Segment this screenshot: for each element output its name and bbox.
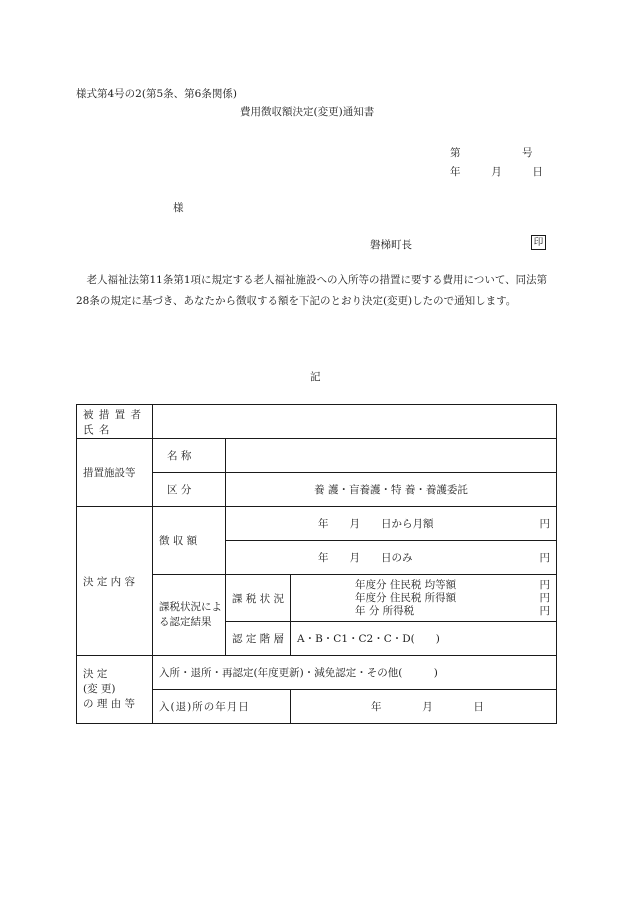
monthly-collection-text: 年 月 日から月額 xyxy=(318,518,434,530)
ki-heading: 記 xyxy=(310,371,321,383)
tax-line-income-tax-label: 年 分 所得税 xyxy=(355,604,415,617)
person-name-label: 被 措 置 者 氏 名 xyxy=(77,405,153,439)
monthly-collection-yen: 円 xyxy=(539,518,550,530)
admission-date-field[interactable] xyxy=(291,690,557,724)
tax-line-equal xyxy=(355,579,550,592)
facility-name-label xyxy=(153,439,226,473)
reason-row xyxy=(77,656,557,690)
document-number-prefix: 第 xyxy=(450,147,461,159)
tax-line-equal-label: 年度分 住民税 均等額 xyxy=(355,578,457,591)
form-id: 様式第4号の2(第5条、第6条関係) xyxy=(76,88,237,100)
person-name-field[interactable] xyxy=(153,405,557,439)
collection-amount-label: 徴 収 額 xyxy=(153,507,226,575)
facility-name-row xyxy=(77,439,557,473)
tax-status-label: 課 税 状 況 xyxy=(226,575,291,622)
reason-label-line2: (変 更) xyxy=(83,683,116,695)
tax-line-income-label: 年度分 住民税 所得額 xyxy=(355,591,457,604)
reason-label-line3: の 理 由 等 xyxy=(83,698,136,710)
reason-label-line1-text: 決 定 xyxy=(83,668,108,680)
admission-date-label: 入(退)所の年月日 xyxy=(153,690,291,724)
monthly-collection-row xyxy=(77,507,557,541)
tax-certification-label: 課税状況による認定結果 xyxy=(153,575,226,656)
one-time-collection-yen: 円 xyxy=(539,552,550,564)
tax-line-income-unit: 円 xyxy=(539,591,550,604)
addressee-suffix: 様 xyxy=(173,202,184,214)
decision-table xyxy=(76,404,557,724)
seal-mark: 印 xyxy=(531,235,546,250)
facility-name-label-text: 名 称 xyxy=(167,450,192,462)
issue-date-month: 月 xyxy=(491,166,502,178)
notice-paragraph: 老人福祉法第11条第1項に規定する老人福祉施設への入所等の措置に要する費用について、同法第28条の規定に基づき、あなたから徴収する額を下記のとおり決定(変更)したので通知します。 xyxy=(76,274,548,307)
reason-label xyxy=(77,656,153,724)
tax-line-income-tax-unit: 円 xyxy=(539,604,550,617)
issue-date xyxy=(450,164,543,179)
decision-content-label: 決 定 内 容 xyxy=(77,507,153,656)
reason-options[interactable]: 入所・退所・再認定(年度更新)・減免認定・その他( ) xyxy=(153,656,557,690)
tax-line-equal-unit: 円 xyxy=(539,578,550,591)
issue-date-day: 日 xyxy=(532,166,543,178)
document-title: 費用徴収額決定(変更)通知書 xyxy=(240,106,375,118)
facility-type-options[interactable]: 養 護・盲養護・特 養・養護委託 xyxy=(226,473,557,507)
document-number-suffix: 号 xyxy=(522,147,533,159)
tax-line-income xyxy=(355,592,550,605)
issue-date-year: 年 xyxy=(450,166,461,178)
person-name-row xyxy=(77,405,557,439)
admission-year: 年 xyxy=(371,701,382,713)
facility-type-label xyxy=(153,473,226,507)
one-time-collection-field[interactable] xyxy=(226,541,557,575)
issuer-name: 磐梯町長 xyxy=(370,239,412,251)
one-time-collection-text: 年 月 日のみ xyxy=(318,552,413,564)
facility-type-label-text: 区 分 xyxy=(167,484,192,496)
tax-status-field[interactable] xyxy=(291,575,557,622)
grade-label: 認 定 階 層 xyxy=(226,622,291,656)
reason-label-line1 xyxy=(83,667,146,682)
grade-options[interactable]: A・B・C1・C2・C・D( ) xyxy=(291,622,557,656)
facility-label: 措置施設等 xyxy=(77,439,153,507)
admission-day: 日 xyxy=(473,701,484,713)
admission-month: 月 xyxy=(422,701,433,713)
facility-name-field[interactable] xyxy=(226,439,557,473)
tax-line-income-tax xyxy=(355,605,550,618)
monthly-collection-field[interactable] xyxy=(226,507,557,541)
